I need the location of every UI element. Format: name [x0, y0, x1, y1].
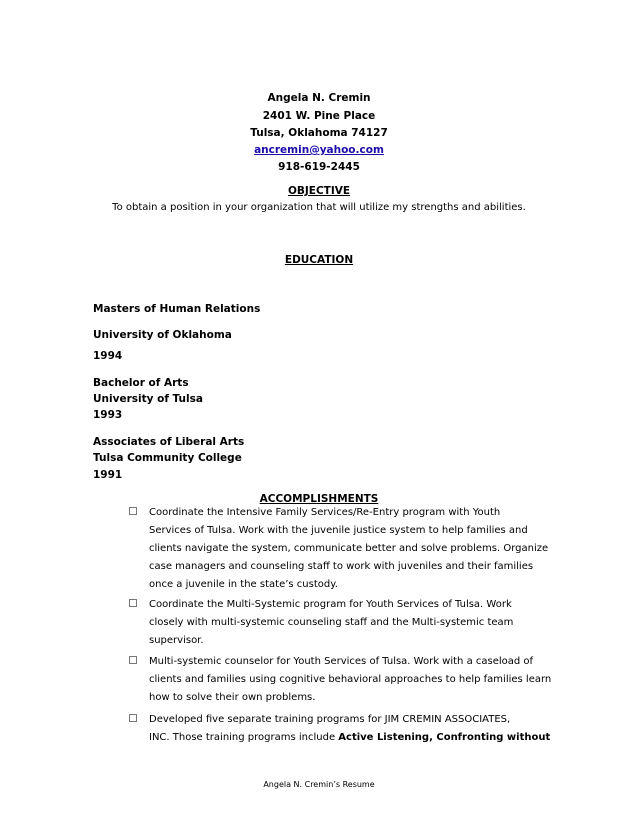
address-line-1: 2401 W. Pine Place	[262, 110, 376, 122]
year-1993: 1993	[93, 409, 123, 421]
accomplishment-line: clients and families using cognitive behavioral approaches to help families learn	[149, 674, 552, 685]
phone-number: 918-619-2445	[278, 161, 360, 173]
school-tulsa-community-college: Tulsa Community College	[93, 452, 242, 464]
accomplishment-line: how to solve their own problems.	[149, 692, 316, 703]
degree-associates: Associates of Liberal Arts	[93, 436, 245, 448]
accomplishment-text	[149, 596, 547, 650]
accomplishment-text	[149, 711, 551, 747]
education-heading: EDUCATION	[284, 254, 354, 266]
accomplishment-line: Developed five separate training programs for JIM CREMIN ASSOCIATES,	[149, 714, 511, 725]
year-1991: 1991	[93, 469, 123, 481]
applicant-name: Angela N. Cremin	[267, 92, 371, 104]
page-footer: Angela N. Cremin’s Resume	[263, 780, 375, 789]
checkbox-bullet-icon	[129, 599, 137, 607]
checkbox-bullet-icon	[129, 507, 137, 515]
year-1994: 1994	[93, 350, 123, 362]
accomplishments-heading: ACCOMPLISHMENTS	[259, 493, 379, 505]
accomplishment-line: Multi-systemic counselor for Youth Services of Tulsa. Work with a caseload of	[149, 656, 534, 667]
accomplishment-line	[149, 729, 551, 747]
school-university-of-oklahoma: University of Oklahoma	[93, 329, 232, 341]
degree-masters: Masters of Human Relations	[93, 303, 261, 315]
accomplishment-line: supervisor.	[149, 635, 204, 646]
accomplishment-line: closely with multi-systemic counseling staff and the Multi-systemic team	[149, 617, 514, 628]
address-line-2: Tulsa, Oklahoma 74127	[250, 127, 388, 139]
accomplishment-line: clients navigate the system, communicate better and solve problems. Organize	[149, 543, 549, 554]
accomplishment-line: once a juvenile in the state’s custody.	[149, 579, 338, 590]
email-link-row	[0, 144, 638, 156]
accomplishment-line-start: INC. Those training programs include	[149, 732, 339, 743]
degree-bachelor: Bachelor of Arts	[93, 377, 189, 389]
accomplishment-line: case managers and counseling staff to work with juveniles and their families	[149, 561, 534, 572]
accomplishment-line: Coordinate the Multi-Systemic program for Youth Services of Tulsa. Work	[149, 599, 512, 610]
objective-text: To obtain a position in your organization that will utilize my strengths and abilities.	[112, 202, 526, 213]
accomplishment-text	[149, 504, 547, 594]
school-university-of-tulsa: University of Tulsa	[93, 393, 203, 405]
objective-heading: OBJECTIVE	[287, 185, 351, 197]
accomplishment-line: Coordinate the Intensive Family Services/Re-Entry program with Youth	[149, 507, 501, 518]
accomplishment-line: Services of Tulsa. Work with the juvenile justice system to help families and	[149, 525, 528, 536]
email-link[interactable]: ancremin@yahoo.com	[254, 144, 384, 156]
accomplishment-text	[149, 653, 552, 707]
training-programs-bold: Active Listening, Confronting without	[338, 732, 551, 743]
checkbox-bullet-icon	[129, 714, 137, 722]
checkbox-bullet-icon	[129, 656, 137, 664]
